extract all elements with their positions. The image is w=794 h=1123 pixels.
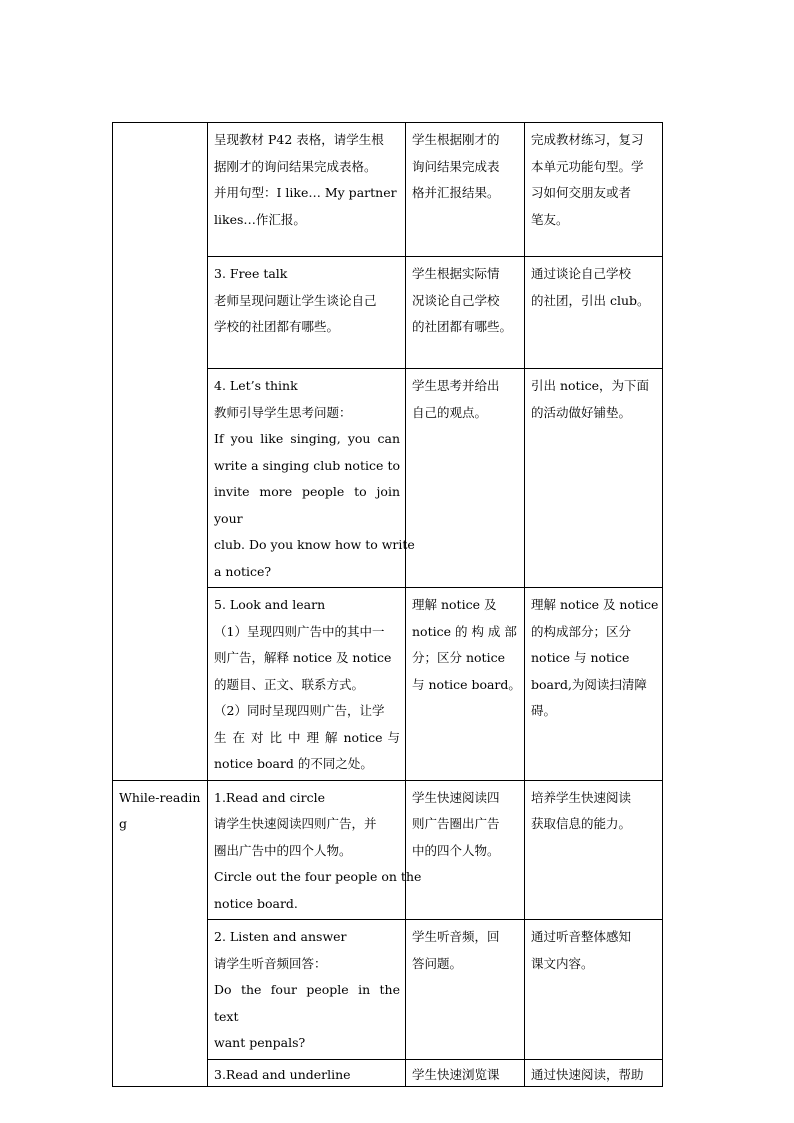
student-activity-cell: 学生思考并给出 自己的观点。 <box>406 369 525 588</box>
student-activity-cell: 学生根据实际情 况谈论自己学校 的社团都有哪些。 <box>406 257 525 369</box>
stage-cell: While-readin g <box>113 780 208 1086</box>
purpose-cell: 通过听音整体感知 课文内容。 <box>525 920 663 1060</box>
purpose-cell: 理解 notice 及 notice 的构成部分；区分 notice 与 notice board,为阅读扫清障 碍。 <box>525 588 663 781</box>
content-cell: 3. Free talk 老师呈现问题让学生谈论自己 学校的社团都有哪些。 <box>208 257 406 369</box>
purpose-cell: 培养学生快速阅读 获取信息的能力。 <box>525 780 663 920</box>
content-cell: 5. Look and learn （1）呈现四则广告中的其中一 则广告，解释 notice 及 notice 的题目、正文、联系方式。 （2）同时呈现四则广告，让学 生 在 对 比 中 理 解 notice 与 notice board 的不同之处。 <box>208 588 406 781</box>
purpose-cell: 通过快速阅读，帮助 <box>525 1059 663 1086</box>
stage-cell <box>113 123 208 781</box>
purpose-cell: 完成教材练习，复习 本单元功能句型。学 习如何交朋友或者 笔友。 <box>525 123 663 257</box>
content-cell: 呈现教材 P42 表格，请学生根 据刚才的询问结果完成表格。 并用句型：I like… My partner likes…作汇报。 <box>208 123 406 257</box>
student-activity-cell: 学生快速阅读四 则广告圈出广告 中的四个人物。 <box>406 780 525 920</box>
table-row <box>113 123 663 257</box>
lesson-plan-table <box>112 122 663 1087</box>
content-cell: 3.Read and underline <box>208 1059 406 1086</box>
student-activity-cell: 理解 notice 及 notice 的 构 成 部 分；区分 notice 与 notice board。 <box>406 588 525 781</box>
content-cell: 1.Read and circle 请学生快速阅读四则广告，并 圈出广告中的四个人物。 Circle out the four people on the notice board. <box>208 780 406 920</box>
table-row <box>113 780 663 920</box>
purpose-cell: 引出 notice，为下面 的活动做好铺垫。 <box>525 369 663 588</box>
student-activity-cell: 学生快速浏览课 <box>406 1059 525 1086</box>
content-cell: 2. Listen and answer 请学生听音频回答： Do the four people in the text want penpals? <box>208 920 406 1060</box>
student-activity-cell: 学生听音频，回 答问题。 <box>406 920 525 1060</box>
content-cell: 4. Let’s think 教师引导学生思考问题： If you like singing, you can write a singing club notice to invite more people to join your club. Do you know how to write a notice? <box>208 369 406 588</box>
purpose-cell: 通过谈论自己学校 的社团，引出 club。 <box>525 257 663 369</box>
student-activity-cell: 学生根据刚才的 询问结果完成表 格并汇报结果。 <box>406 123 525 257</box>
